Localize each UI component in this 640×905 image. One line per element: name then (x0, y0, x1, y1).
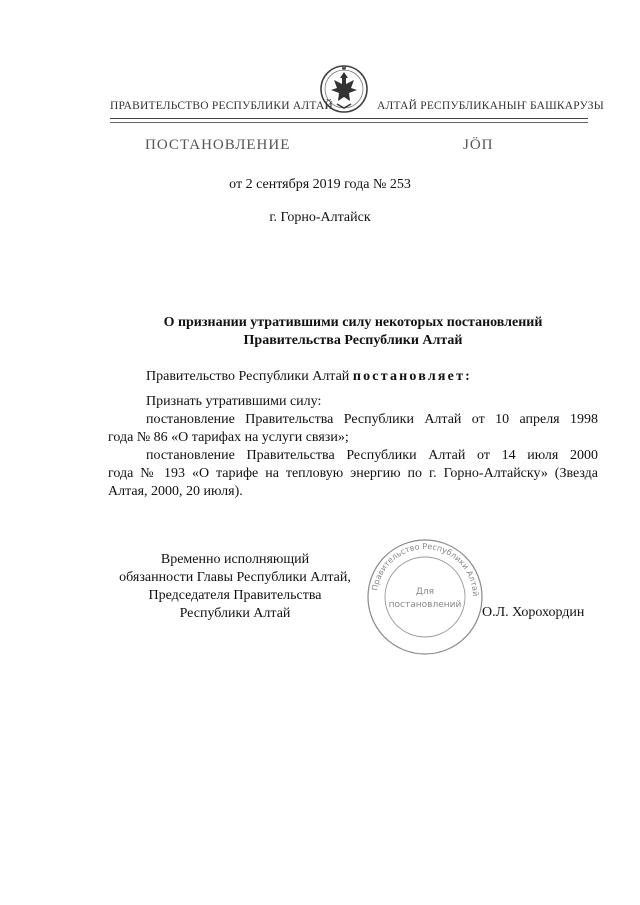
resolution-verb: постановляет: (352, 369, 473, 384)
header-rule-bottom (110, 122, 588, 123)
signature-position-line-1: Временно исполняющий (160, 552, 310, 567)
stamp-center-line-2: постановлений (388, 600, 462, 610)
date-and-number: от 2 сентября 2019 года № 253 (229, 177, 411, 192)
official-stamp (365, 535, 485, 660)
document-title-line-2: Правительства Республики Алтай (243, 333, 463, 348)
stamp-center-line-1: Для (415, 587, 435, 597)
paragraph-3-line-3: Алтая, 2000, 20 июля). (108, 484, 243, 499)
signature-position-line-4: Республики Алтай (179, 606, 291, 621)
paragraph-3-line-1: постановление Правительства Республики Алтай от 14 июля 2000 (146, 448, 598, 463)
document-title-line-1: О признании утратившими силу некоторых постановлений (163, 315, 543, 330)
document-type-russian: ПОСТАНОВЛЕНИЕ (145, 137, 291, 153)
stamp-outer-text: Правительство Республики Алтай (370, 541, 481, 597)
signatory-name: О.Л. Хорохордин (482, 605, 585, 620)
paragraph-2-line-2: года № 86 «О тарифах на услуги связи»; (108, 430, 349, 445)
resolution-intro-subject: Правительство Республики Алтай (146, 369, 353, 384)
resolution-intro (146, 368, 472, 386)
paragraph-3-line-2: года № 193 «О тарифе на тепловую энергию по г. Горно-Алтайску» (Звезда (108, 466, 598, 481)
government-name-russian: ПРАВИТЕЛЬСТВО РЕСПУБЛИКИ АЛТАЙ (110, 100, 334, 112)
coat-of-arms-emblem (319, 60, 369, 122)
document-type-altai: JÖП (463, 137, 494, 153)
city: г. Горно-Алтайск (269, 210, 371, 225)
paragraph-1: Признать утратившими силу: (146, 394, 322, 409)
signature-position-line-3: Председателя Правительства (148, 588, 322, 603)
header-rule-top (110, 118, 588, 119)
government-name-altai: АЛТАЙ РЕСПУБЛИКАНЫҤ БАШКАРУЗЫ (377, 100, 604, 112)
signature-position-line-2: обязанности Главы Республики Алтай, (119, 570, 351, 585)
paragraph-2-line-1: постановление Правительства Республики Алтай от 10 апреля 1998 (146, 412, 598, 427)
